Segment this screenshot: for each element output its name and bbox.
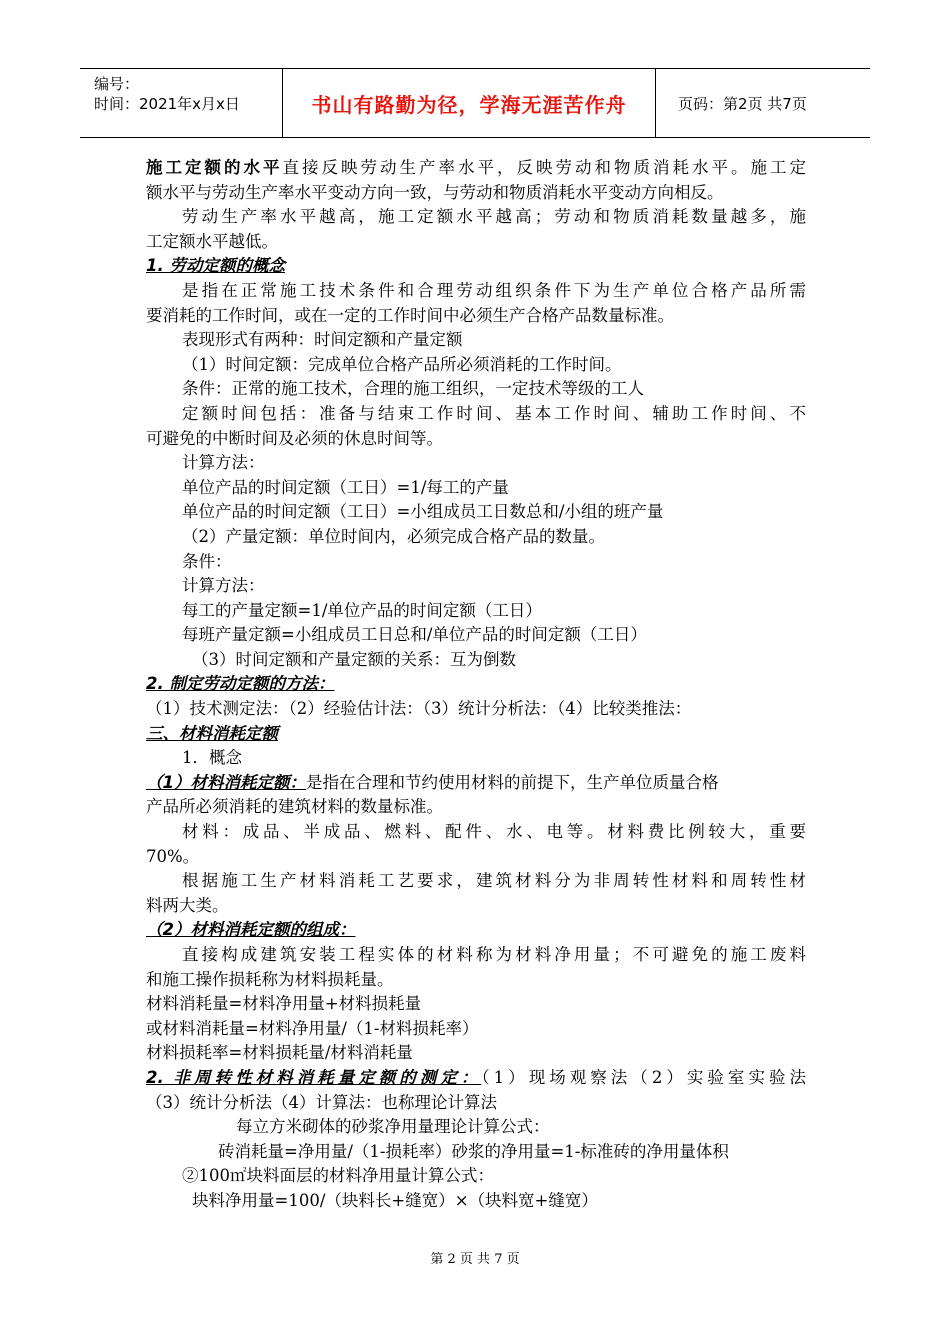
sub-heading-text: （2）材料消耗定额的组成：	[146, 920, 356, 940]
paragraph: 条件：正常的施工技术，合理的施工组织，一定技术等级的工人	[182, 379, 644, 399]
paragraph: 是指在正常施工技术条件和合理劳动组织条件下为生产单位合格产品所需	[182, 280, 806, 300]
doc-number: 编号：	[94, 75, 140, 93]
paragraph	[146, 156, 806, 181]
document-body	[146, 156, 806, 1214]
term-bold: 施工定额的水平	[146, 158, 283, 177]
formula-line: 每工的产量定额=1/单位产品的时间定额（工日）	[182, 600, 542, 620]
paragraph: （1）技术测定法：（2）经验估计法：（3）统计分析法：（4）比较类推法：	[146, 699, 692, 719]
paragraph: （3）统计分析法（4）计算法：也称理论计算法	[146, 1092, 497, 1112]
sub-heading-text: （1）材料消耗定额：	[146, 772, 306, 792]
paragraph: 可避免的中断时间及必须的休息时间等。	[146, 428, 443, 448]
section-heading-text: 三、材料消耗定额	[146, 723, 278, 743]
formula-line: 每班产量定额=小组成员工日总和/单位产品的时间定额（工日）	[182, 625, 647, 645]
section-heading	[146, 918, 806, 943]
paragraph-text: （1）现场观察法（2）实验室实验法	[481, 1067, 806, 1087]
paragraph-text: 是指在合理和节约使用材料的前提下，生产单位质量合格	[305, 772, 719, 792]
paragraph: 额水平与劳动生产率水平变动方向一致，与劳动和物质消耗水平变动方向相反。	[146, 182, 724, 202]
page-number-text: 页码：第2页 共7页	[678, 94, 807, 113]
paragraph: 料两大类。	[146, 895, 229, 915]
paragraph: （2）产量定额：单位时间内，必须完成合格产品的数量。	[182, 526, 605, 546]
paragraph: 条件：	[182, 551, 232, 571]
paragraph: （3）时间定额和产量定额的关系：互为倒数	[192, 649, 516, 669]
paragraph: 直接构成建筑安装工程实体的材料称为材料净用量；不可避免的施工废料	[182, 945, 806, 964]
doc-date: 时间：2021年x月x日	[94, 95, 240, 113]
section-heading	[146, 254, 806, 279]
formula-line: 或材料消耗量=材料净用量/（1-材料损耗率）	[146, 1018, 479, 1038]
paragraph: 要消耗的工作时间，或在一定的工作时间中必须生产合格产品数量标准。	[146, 305, 674, 325]
section-heading	[146, 722, 806, 747]
paragraph: （1）时间定额：完成单位合格产品所必须消耗的工作时间。	[182, 354, 622, 374]
formula-line: 材料损耗率=材料损耗量/材料消耗量	[146, 1043, 413, 1063]
header-page-number	[666, 69, 870, 137]
paragraph: 和施工操作损耗称为材料损耗量。	[146, 969, 394, 989]
paragraph: 每立方米砌体的砂浆净用量理论计算公式：	[236, 1117, 550, 1137]
paragraph: 产品所必须消耗的建筑材料的数量标准。	[146, 797, 443, 817]
formula-line: 单位产品的时间定额（工日）=1/每工的产量	[182, 477, 509, 497]
paragraph: 定额时间包括：准备与结束工作时间、基本工作时间、辅助工作时间、不	[182, 403, 806, 423]
section-heading-text: 2. 制定劳动定额的方法：	[146, 674, 335, 694]
page-footer: 第 2 页 共 7 页	[430, 1252, 520, 1267]
paragraph: 根据施工生产材料消耗工艺要求，建筑材料分为非周转性材料和周转性材	[182, 871, 806, 891]
formula-line: 块料净用量=100/（块料长+缝宽）×（块料宽+缝宽）	[192, 1190, 598, 1210]
paragraph: 劳动生产率水平越高，施工定额水平越高；劳动和物质消耗数量越多，施	[182, 207, 806, 227]
formula-line: 材料消耗量=材料净用量+材料损耗量	[146, 994, 422, 1014]
paragraph	[146, 1066, 806, 1091]
paragraph: 工定额水平越低。	[146, 231, 278, 251]
paragraph: 计算方法：	[182, 576, 265, 596]
paragraph: 1．概念	[182, 748, 242, 768]
paragraph: 材料：成品、半成品、燃料、配件、水、电等。材料费比例较大，重要	[182, 822, 806, 842]
paragraph	[146, 771, 806, 796]
section-heading-text: 2. 非周转性材料消耗量定额的测定：	[146, 1067, 482, 1087]
paragraph-text: 直接反映劳动生产率水平，反映劳动和物质消耗水平。施工定	[282, 158, 806, 177]
paragraph: ②100㎡块料面层的材料净用量计算公式：	[182, 1166, 494, 1186]
paragraph: 计算方法：	[182, 453, 265, 473]
section-heading	[146, 672, 806, 697]
page-header	[80, 68, 870, 138]
formula-line: 砖消耗量=净用量/（1-损耗率）砂浆的净用量=1-标准砖的净用量体积	[218, 1141, 729, 1161]
section-heading-text: 1. 劳动定额的概念	[146, 256, 285, 276]
paragraph: 70%。	[146, 846, 200, 866]
formula-line: 单位产品的时间定额（工日）=小组成员工日数总和/小组的班产量	[182, 502, 664, 522]
header-motto: 书山有路勤为径，学海无涯苦作舟	[282, 69, 656, 137]
paragraph: 表现形式有两种：时间定额和产量定额	[182, 330, 463, 350]
header-meta	[80, 69, 282, 137]
